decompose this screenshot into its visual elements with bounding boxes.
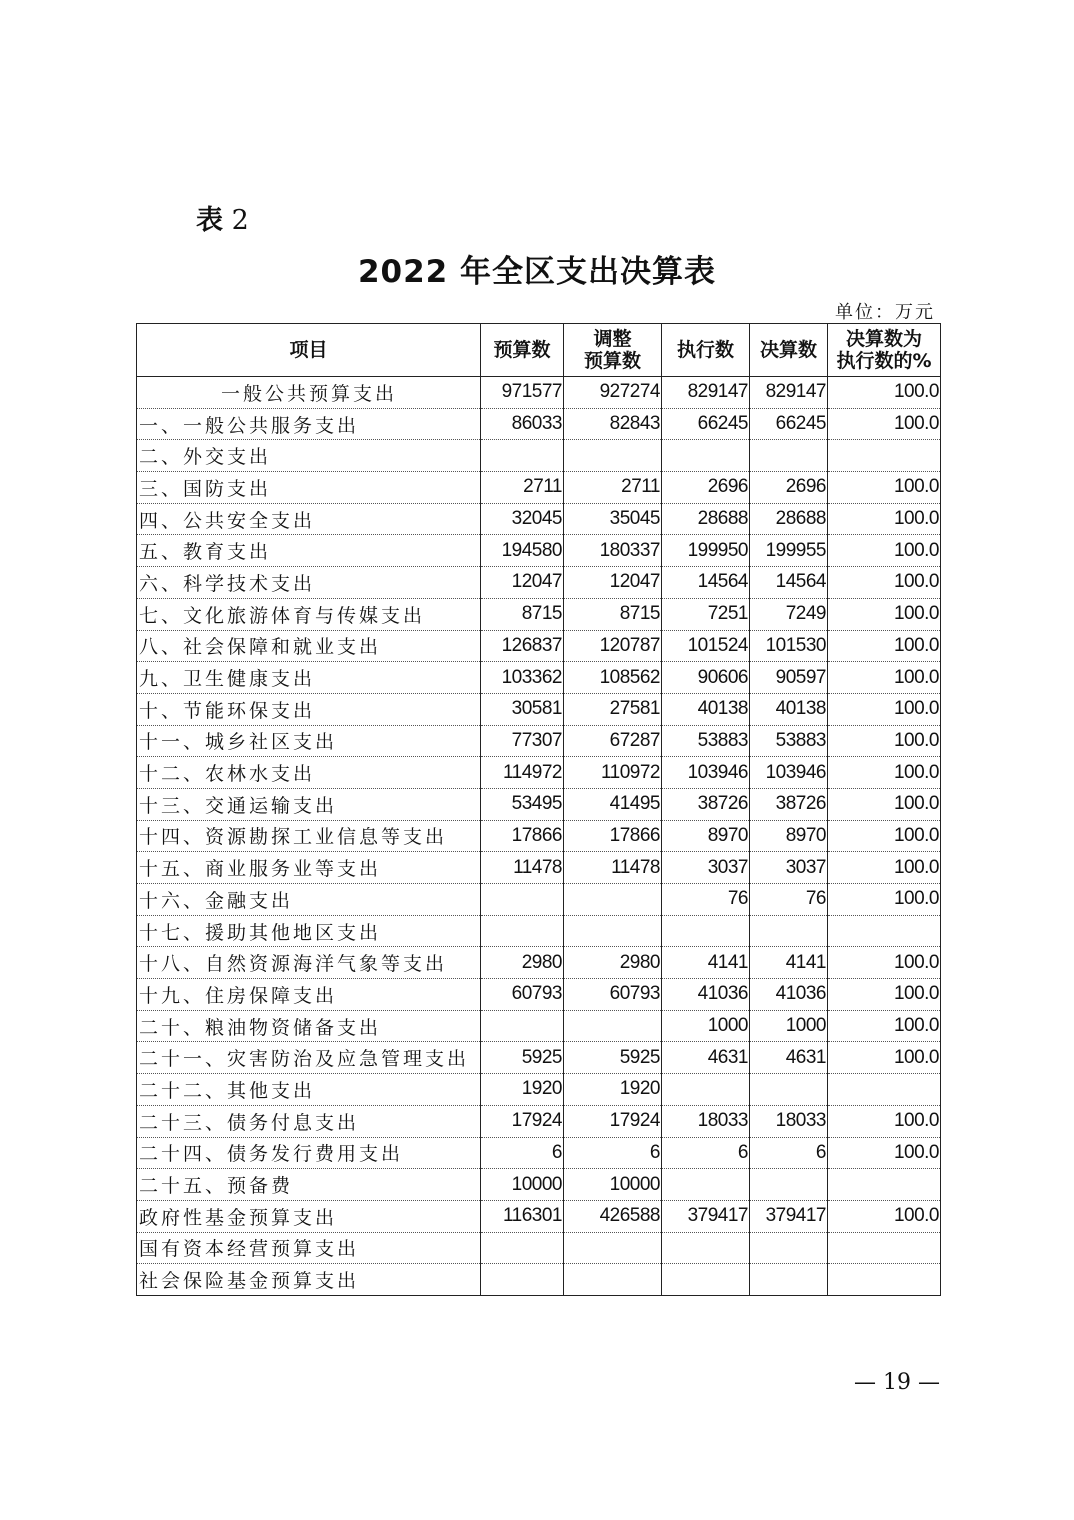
cell-budget: 8715 — [481, 598, 564, 630]
cell-ratio: 100.0 — [828, 947, 941, 979]
header-adjusted — [564, 324, 662, 377]
cell-final: 66245 — [750, 408, 828, 440]
table-row — [137, 757, 941, 789]
row-item-name: 社会保险基金预算支出 — [137, 1264, 481, 1296]
cell-adjusted: 35045 — [564, 503, 662, 535]
cell-final: 199955 — [750, 535, 828, 567]
table-body — [137, 377, 941, 1296]
row-item-name: 二十一、灾害防治及应急管理支出 — [137, 1042, 481, 1074]
cell-executed: 38726 — [662, 788, 750, 820]
cell-ratio: 100.0 — [828, 693, 941, 725]
cell-budget: 116301 — [481, 1200, 564, 1232]
row-item-name: 十四、资源勘探工业信息等支出 — [137, 820, 481, 852]
cell-executed: 8970 — [662, 820, 750, 852]
cell-adjusted — [564, 915, 662, 947]
cell-adjusted: 108562 — [564, 662, 662, 694]
cell-adjusted — [564, 884, 662, 916]
cell-final: 41036 — [750, 979, 828, 1011]
row-item-name: 二、外交支出 — [137, 440, 481, 472]
cell-ratio: 100.0 — [828, 852, 941, 884]
cell-budget: 30581 — [481, 693, 564, 725]
table-row — [137, 567, 941, 599]
table-label — [196, 198, 249, 237]
row-item-name: 十、节能环保支出 — [137, 693, 481, 725]
cell-executed — [662, 1074, 750, 1106]
table-row — [137, 852, 941, 884]
cell-ratio — [828, 1169, 941, 1201]
header-adjusted-line2: 预算数 — [583, 350, 641, 372]
table-row — [137, 820, 941, 852]
cell-ratio: 100.0 — [828, 567, 941, 599]
table-row — [137, 725, 941, 757]
cell-budget: 103362 — [481, 662, 564, 694]
table-row — [137, 693, 941, 725]
cell-final: 2696 — [750, 472, 828, 504]
cell-adjusted: 60793 — [564, 979, 662, 1011]
cell-final — [750, 1169, 828, 1201]
table-label-number: 2 — [231, 205, 249, 236]
cell-executed: 41036 — [662, 979, 750, 1011]
table-row — [137, 1074, 941, 1106]
cell-final: 1000 — [750, 1010, 828, 1042]
cell-budget: 11478 — [481, 852, 564, 884]
cell-budget — [481, 1232, 564, 1264]
cell-final — [750, 1264, 828, 1296]
table-row — [137, 1264, 941, 1296]
cell-adjusted: 27581 — [564, 693, 662, 725]
row-item-name: 八、社会保障和就业支出 — [137, 630, 481, 662]
cell-ratio — [828, 915, 941, 947]
cell-budget: 17866 — [481, 820, 564, 852]
cell-budget: 86033 — [481, 408, 564, 440]
cell-budget: 126837 — [481, 630, 564, 662]
table-row — [137, 408, 941, 440]
row-item-name: 二十四、债务发行费用支出 — [137, 1137, 481, 1169]
cell-ratio: 100.0 — [828, 725, 941, 757]
row-item-name: 九、卫生健康支出 — [137, 662, 481, 694]
table-row — [137, 1105, 941, 1137]
table-row — [137, 788, 941, 820]
table-header-row — [137, 324, 941, 377]
cell-adjusted — [564, 1264, 662, 1296]
cell-final — [750, 1074, 828, 1106]
cell-budget: 53495 — [481, 788, 564, 820]
cell-budget: 17924 — [481, 1105, 564, 1137]
cell-ratio — [828, 440, 941, 472]
cell-adjusted: 8715 — [564, 598, 662, 630]
header-ratio-line2: 执行数的% — [836, 350, 932, 372]
cell-budget: 60793 — [481, 979, 564, 1011]
cell-executed: 829147 — [662, 377, 750, 409]
cell-adjusted: 110972 — [564, 757, 662, 789]
row-item-name: 一般公共预算支出 — [137, 377, 481, 409]
row-item-name: 二十、粮油物资储备支出 — [137, 1010, 481, 1042]
cell-executed: 7251 — [662, 598, 750, 630]
cell-budget: 10000 — [481, 1169, 564, 1201]
cell-budget: 114972 — [481, 757, 564, 789]
cell-budget: 971577 — [481, 377, 564, 409]
cell-executed — [662, 1232, 750, 1264]
cell-final — [750, 1232, 828, 1264]
page-number-wrap — [0, 1370, 1074, 1395]
cell-ratio: 100.0 — [828, 1010, 941, 1042]
row-item-name: 十一、城乡社区支出 — [137, 725, 481, 757]
cell-adjusted: 41495 — [564, 788, 662, 820]
table-row — [137, 947, 941, 979]
header-adjusted-line1: 调整 — [593, 328, 632, 350]
cell-final: 6 — [750, 1137, 828, 1169]
cell-adjusted — [564, 1010, 662, 1042]
cell-executed: 3037 — [662, 852, 750, 884]
cell-adjusted: 11478 — [564, 852, 662, 884]
cell-final: 8970 — [750, 820, 828, 852]
table-row — [137, 1010, 941, 1042]
cell-ratio: 100.0 — [828, 630, 941, 662]
cell-final — [750, 440, 828, 472]
header-budget: 预算数 — [481, 324, 564, 377]
cell-budget — [481, 1264, 564, 1296]
row-item-name: 国有资本经营预算支出 — [137, 1232, 481, 1264]
cell-final: 53883 — [750, 725, 828, 757]
cell-budget — [481, 440, 564, 472]
table-row — [137, 1200, 941, 1232]
cell-ratio: 100.0 — [828, 979, 941, 1011]
cell-executed: 4631 — [662, 1042, 750, 1074]
table-row — [137, 915, 941, 947]
row-item-name: 十七、援助其他地区支出 — [137, 915, 481, 947]
row-item-name: 一、一般公共服务支出 — [137, 408, 481, 440]
table-row — [137, 1137, 941, 1169]
cell-ratio — [828, 1232, 941, 1264]
table-row — [137, 377, 941, 409]
cell-budget: 2711 — [481, 472, 564, 504]
cell-executed: 101524 — [662, 630, 750, 662]
expenditure-table — [136, 323, 941, 1296]
cell-ratio: 100.0 — [828, 884, 941, 916]
cell-budget: 6 — [481, 1137, 564, 1169]
cell-ratio — [828, 1264, 941, 1296]
cell-budget — [481, 915, 564, 947]
table-row — [137, 662, 941, 694]
cell-executed: 2696 — [662, 472, 750, 504]
row-item-name: 六、科学技术支出 — [137, 567, 481, 599]
cell-executed: 53883 — [662, 725, 750, 757]
row-item-name: 三、国防支出 — [137, 472, 481, 504]
cell-final: 829147 — [750, 377, 828, 409]
cell-ratio: 100.0 — [828, 377, 941, 409]
document-title: 2022 年全区支出决算表 — [357, 254, 717, 290]
cell-final: 90597 — [750, 662, 828, 694]
header-item: 项目 — [137, 324, 481, 377]
table-row — [137, 884, 941, 916]
cell-executed — [662, 915, 750, 947]
cell-final: 4631 — [750, 1042, 828, 1074]
table-row — [137, 1232, 941, 1264]
cell-ratio: 100.0 — [828, 1200, 941, 1232]
cell-final: 18033 — [750, 1105, 828, 1137]
cell-ratio: 100.0 — [828, 1105, 941, 1137]
cell-budget: 194580 — [481, 535, 564, 567]
row-item-name: 二十二、其他支出 — [137, 1074, 481, 1106]
table-row — [137, 598, 941, 630]
header-ratio — [828, 324, 941, 377]
table-row — [137, 1169, 941, 1201]
header-final: 决算数 — [750, 324, 828, 377]
cell-final: 379417 — [750, 1200, 828, 1232]
cell-final: 3037 — [750, 852, 828, 884]
cell-final: 28688 — [750, 503, 828, 535]
table-row — [137, 630, 941, 662]
cell-adjusted: 180337 — [564, 535, 662, 567]
cell-budget: 1920 — [481, 1074, 564, 1106]
header-executed: 执行数 — [662, 324, 750, 377]
table-row — [137, 503, 941, 535]
cell-ratio: 100.0 — [828, 1042, 941, 1074]
cell-executed: 199950 — [662, 535, 750, 567]
cell-executed: 76 — [662, 884, 750, 916]
cell-adjusted: 17924 — [564, 1105, 662, 1137]
row-item-name: 十二、农林水支出 — [137, 757, 481, 789]
cell-final: 38726 — [750, 788, 828, 820]
cell-adjusted: 6 — [564, 1137, 662, 1169]
cell-executed — [662, 440, 750, 472]
row-item-name: 十五、商业服务业等支出 — [137, 852, 481, 884]
cell-ratio: 100.0 — [828, 1137, 941, 1169]
cell-adjusted: 17866 — [564, 820, 662, 852]
row-item-name: 七、文化旅游体育与传媒支出 — [137, 598, 481, 630]
cell-final: 76 — [750, 884, 828, 916]
cell-final: 14564 — [750, 567, 828, 599]
cell-adjusted: 2980 — [564, 947, 662, 979]
cell-adjusted: 426588 — [564, 1200, 662, 1232]
table-row — [137, 979, 941, 1011]
cell-adjusted: 120787 — [564, 630, 662, 662]
cell-ratio: 100.0 — [828, 662, 941, 694]
cell-executed — [662, 1169, 750, 1201]
cell-executed: 4141 — [662, 947, 750, 979]
cell-executed: 379417 — [662, 1200, 750, 1232]
cell-ratio: 100.0 — [828, 503, 941, 535]
cell-budget — [481, 1010, 564, 1042]
cell-budget: 77307 — [481, 725, 564, 757]
table-row — [137, 535, 941, 567]
cell-executed: 90606 — [662, 662, 750, 694]
cell-executed: 40138 — [662, 693, 750, 725]
cell-executed: 1000 — [662, 1010, 750, 1042]
row-item-name: 十六、金融支出 — [137, 884, 481, 916]
cell-executed: 6 — [662, 1137, 750, 1169]
unit-note: 单位：万元 — [835, 302, 935, 323]
cell-executed: 66245 — [662, 408, 750, 440]
cell-ratio — [828, 1074, 941, 1106]
cell-final: 101530 — [750, 630, 828, 662]
cell-budget: 12047 — [481, 567, 564, 599]
cell-adjusted — [564, 1232, 662, 1264]
row-item-name: 二十三、债务付息支出 — [137, 1105, 481, 1137]
page-number: — 19 — — [854, 1370, 940, 1395]
cell-executed: 18033 — [662, 1105, 750, 1137]
row-item-name: 政府性基金预算支出 — [137, 1200, 481, 1232]
row-item-name: 四、公共安全支出 — [137, 503, 481, 535]
row-item-name: 十九、住房保障支出 — [137, 979, 481, 1011]
row-item-name: 五、教育支出 — [137, 535, 481, 567]
cell-final: 4141 — [750, 947, 828, 979]
cell-executed — [662, 1264, 750, 1296]
cell-adjusted: 927274 — [564, 377, 662, 409]
cell-ratio: 100.0 — [828, 472, 941, 504]
cell-adjusted: 82843 — [564, 408, 662, 440]
cell-adjusted: 2711 — [564, 472, 662, 504]
cell-ratio: 100.0 — [828, 820, 941, 852]
cell-executed: 14564 — [662, 567, 750, 599]
row-item-name: 十八、自然资源海洋气象等支出 — [137, 947, 481, 979]
cell-final: 103946 — [750, 757, 828, 789]
cell-ratio: 100.0 — [828, 788, 941, 820]
cell-executed: 28688 — [662, 503, 750, 535]
cell-adjusted: 1920 — [564, 1074, 662, 1106]
cell-ratio: 100.0 — [828, 598, 941, 630]
cell-adjusted: 5925 — [564, 1042, 662, 1074]
cell-adjusted: 10000 — [564, 1169, 662, 1201]
cell-final: 40138 — [750, 693, 828, 725]
table-row — [137, 1042, 941, 1074]
cell-budget: 2980 — [481, 947, 564, 979]
table-label-prefix: 表 — [196, 205, 223, 236]
cell-ratio: 100.0 — [828, 408, 941, 440]
cell-executed: 103946 — [662, 757, 750, 789]
table-row — [137, 472, 941, 504]
cell-final: 7249 — [750, 598, 828, 630]
cell-adjusted: 67287 — [564, 725, 662, 757]
row-item-name: 十三、交通运输支出 — [137, 788, 481, 820]
cell-budget: 5925 — [481, 1042, 564, 1074]
header-ratio-line1: 决算数为 — [845, 328, 922, 350]
row-item-name: 二十五、预备费 — [137, 1169, 481, 1201]
cell-adjusted — [564, 440, 662, 472]
cell-budget: 32045 — [481, 503, 564, 535]
cell-ratio: 100.0 — [828, 757, 941, 789]
table-row — [137, 440, 941, 472]
cell-ratio: 100.0 — [828, 535, 941, 567]
cell-budget — [481, 884, 564, 916]
cell-adjusted: 12047 — [564, 567, 662, 599]
cell-final — [750, 915, 828, 947]
